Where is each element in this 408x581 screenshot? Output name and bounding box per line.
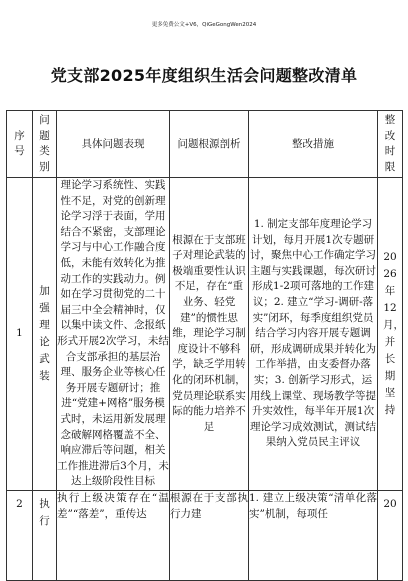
row-index: 2 [7, 491, 33, 581]
document-title: 党支部2025年度组织生活会问题整改清单 [50, 66, 358, 85]
header-issue: 具体问题表现 [57, 111, 170, 178]
table-row [7, 178, 403, 491]
rectification-table [6, 110, 403, 581]
row-issue: 执行上级决策存在“温差”“落差”，重传达 [57, 491, 170, 581]
header-index: 序号 [7, 111, 33, 178]
row-category: 加强理论武装 [33, 178, 57, 491]
table-row [7, 491, 403, 581]
row-category: 执行 [33, 491, 57, 581]
row-deadline: 20 [378, 491, 403, 581]
row-root-cause: 根源在于支部班子对理论武装的极端重要性认识不足，存在“重业务、轻党建”的惯性思维，理论学习制度设计不够科学，缺乏学用转化的闭环机制，党员理论联系实际的能力培养不足 [170, 178, 249, 491]
header-root-cause: 问题根源剖析 [170, 111, 249, 178]
table-header-row [7, 111, 403, 178]
header-measures: 整改措施 [249, 111, 378, 178]
header-note: 更多免费公文+V6，QiGeGongWen2024 [151, 22, 257, 28]
row-root-cause: 根源在于支部执行力建 [170, 491, 249, 581]
row-deadline: 2026年12月，并长期坚持 [378, 178, 403, 491]
row-index: 1 [7, 178, 33, 491]
row-measures: 1. 建立上级决策“清单化落实”机制，每项任 [249, 491, 378, 581]
header-category: 问题类别 [33, 111, 57, 178]
row-measures: 1. 制定支部年度理论学习计划，每月开展1次专题研讨，聚焦中心工作确定学习主题与实践课题，每次研讨形成1-2项可落地的工作建议；2. 建立“学习-调研-落实”闭环，每季度组织党员结合学习内容开展专题调研，形成调研成果并转化为工作举措，由支委督办落实；3. 创新学习形式，运用线上课堂、现场教学等提升实效性，每半年开展1次理论学习成效测试，测试结果纳入党员民主评议 [249, 178, 378, 491]
header-deadline: 整改时限 [378, 111, 403, 178]
row-issue: 理论学习系统性、实践性不足，对党的创新理论学习浮于表面，学用结合不紧密，支部理论学习与中心工作融合度低，未能有效转化为推动工作的实践动力。例如在学习贯彻党的二十届三中全会精神时，仅以集中读文件、念报纸形式开展2次学习，未结合支部承担的基层治理、服务企业等核心任务开展专题研讨；推进“党建+网格”服务模式时，未运用新发展理念破解网格覆盖不全、响应滞后等问题，相关工作推进滞后3个月，未达上级阶段性目标 [57, 178, 170, 491]
